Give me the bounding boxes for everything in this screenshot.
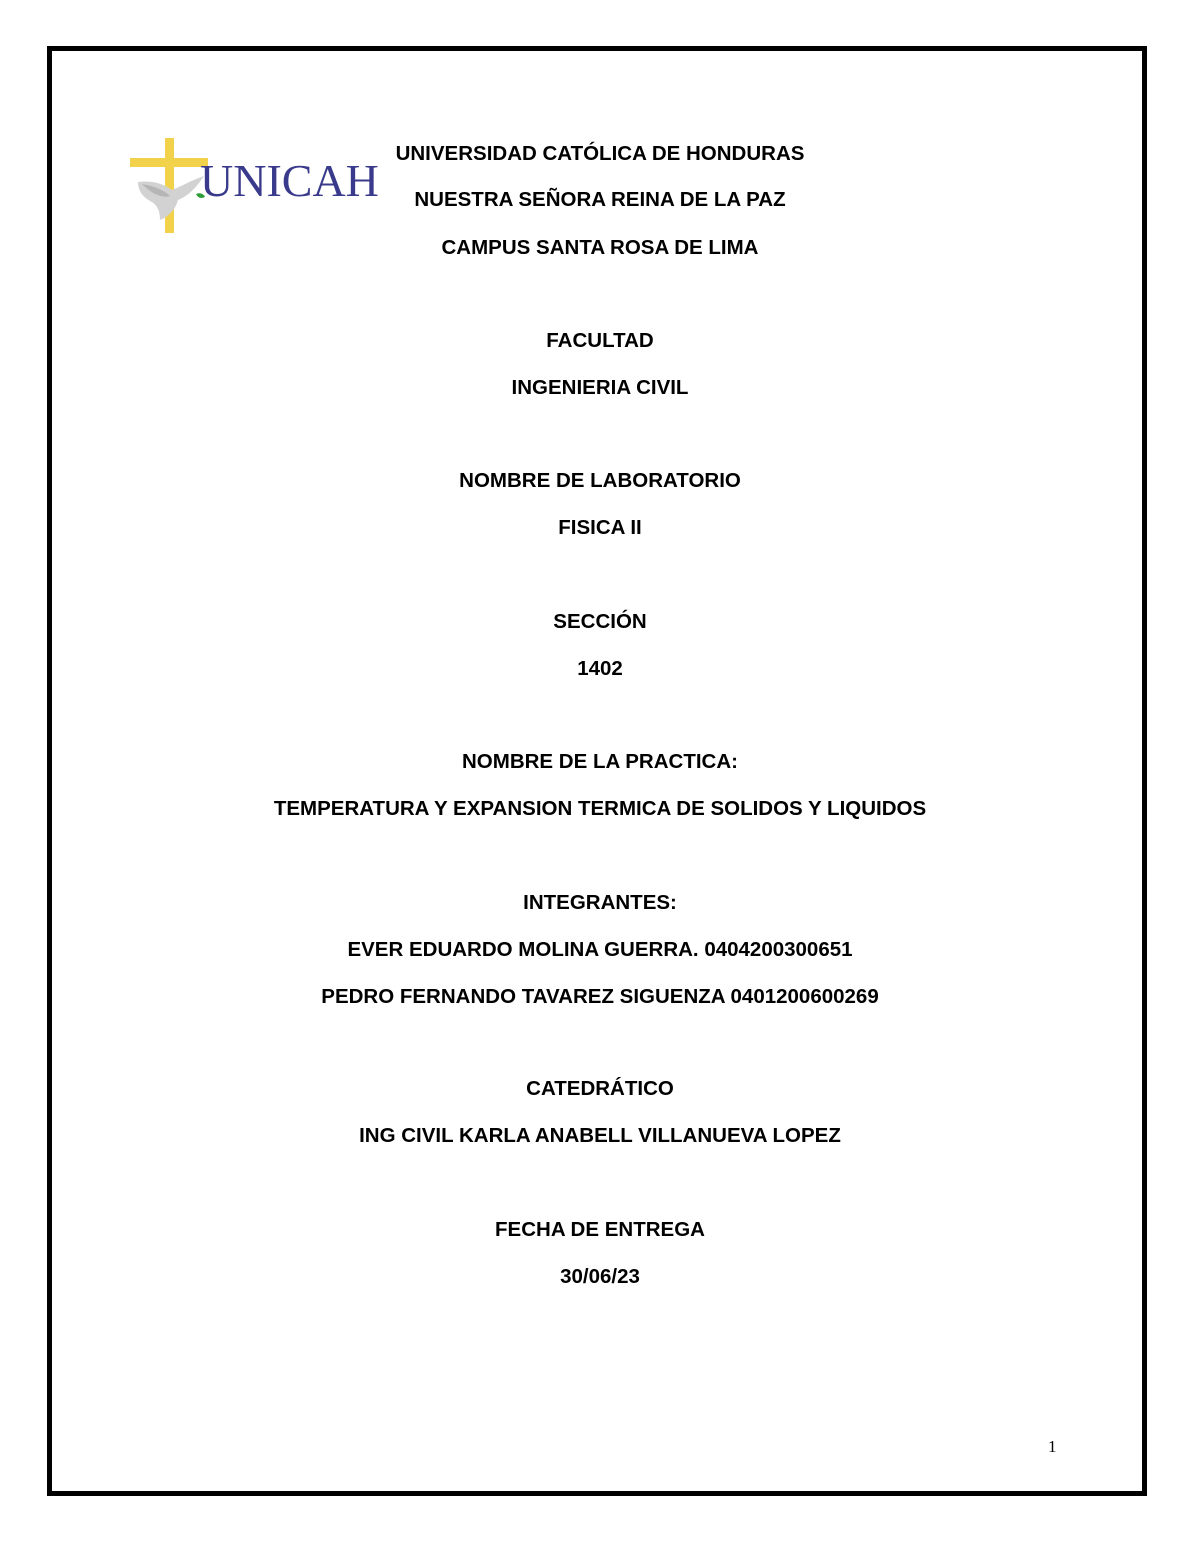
patron-name: NUESTRA SEÑORA REINA DE LA PAZ: [414, 188, 786, 211]
page-number: 1: [1048, 1437, 1057, 1456]
lab-value: FISICA II: [558, 516, 642, 539]
practice-label: NOMBRE DE LA PRACTICA:: [462, 750, 738, 773]
delivery-value: 30/06/23: [560, 1265, 640, 1288]
member-item: EVER EDUARDO MOLINA GUERRA. 0404200300651: [347, 938, 853, 961]
section-label: SECCIÓN: [553, 610, 647, 633]
faculty-label: FACULTAD: [546, 329, 654, 352]
professor-label: CATEDRÁTICO: [526, 1077, 674, 1100]
professor-value: ING CIVIL KARLA ANABELL VILLANUEVA LOPEZ: [359, 1124, 841, 1147]
campus-name: CAMPUS SANTA ROSA DE LIMA: [441, 236, 759, 259]
section-value: 1402: [577, 657, 623, 680]
university-name: UNIVERSIDAD CATÓLICA DE HONDURAS: [395, 142, 805, 165]
faculty-value: INGENIERIA CIVIL: [511, 376, 689, 399]
delivery-label: FECHA DE ENTREGA: [495, 1218, 705, 1241]
lab-label: NOMBRE DE LABORATORIO: [459, 469, 741, 492]
member-item: PEDRO FERNANDO TAVAREZ SIGUENZA 0401200600269: [321, 985, 879, 1008]
logo-text: UNICAH: [200, 155, 379, 206]
practice-value: TEMPERATURA Y EXPANSION TERMICA DE SOLIDOS Y LIQUIDOS: [273, 797, 927, 820]
members-label: INTEGRANTES:: [523, 891, 677, 914]
